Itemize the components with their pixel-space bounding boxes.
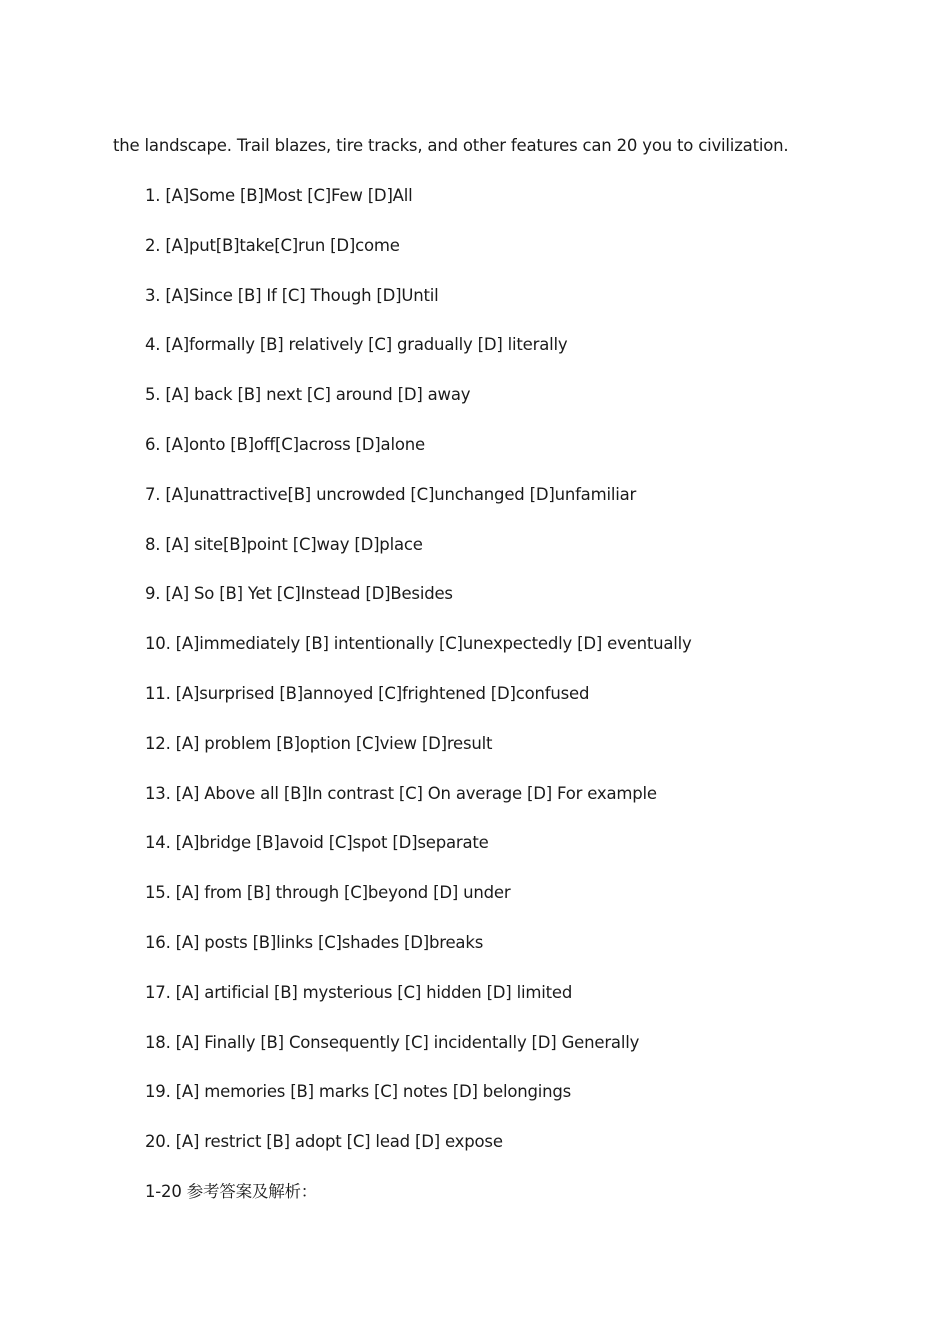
question-item: 1. [A]Some [B]Most [C]Few [D]All — [145, 186, 413, 205]
question-item: 12. [A] problem [B]option [C]view [D]result — [145, 733, 493, 753]
question-item: 4. [A]formally [B] relatively [C] gradually [D] literally — [145, 335, 568, 355]
question-item: 13. [A] Above all [B]In contrast [C] On average [D] For example — [145, 783, 657, 803]
question-item: 18. [A] Finally [B] Consequently [C] incidentally [D] Generally — [145, 1032, 640, 1052]
question-list — [145, 184, 692, 1180]
question-item: 19. [A] memories [B] marks [C] notes [D] belongings — [145, 1082, 572, 1102]
question-item: 7. [A]unattractive[B] uncrowded [C]unchanged [D]unfamiliar — [145, 484, 637, 504]
question-item: 3. [A]Since [B] If [C] Though [D]Until — [145, 285, 439, 305]
question-item: 14. [A]bridge [B]avoid [C]spot [D]separate — [145, 833, 489, 853]
question-item: 6. [A]onto [B]off[C]across [D]alone — [145, 434, 425, 454]
intro-paragraph: the landscape. Trail blazes, tire tracks, and other features can 20 you to civilization. — [113, 136, 789, 155]
question-item: 10. [A]immediately [B] intentionally [C]unexpectedly [D] eventually — [145, 634, 692, 654]
question-item: 16. [A] posts [B]links [C]shades [D]breaks — [145, 932, 484, 952]
question-item: 20. [A] restrict [B] adopt [C] lead [D] expose — [145, 1132, 503, 1152]
question-item: 9. [A] So [B] Yet [C]Instead [D]Besides — [145, 584, 453, 604]
question-item: 15. [A] from [B] through [C]beyond [D] under — [145, 883, 511, 903]
question-item: 11. [A]surprised [B]annoyed [C]frightened [D]confused — [145, 683, 590, 703]
question-item: 5. [A] back [B] next [C] around [D] away — [145, 385, 471, 405]
answers-heading: 1-20 参考答案及解析： — [145, 1182, 318, 1201]
question-item: 17. [A] artificial [B] mysterious [C] hidden [D] limited — [145, 982, 573, 1002]
question-item: 2. [A]put[B]take[C]run [D]come — [145, 235, 400, 255]
question-item: 8. [A] site[B]point [C]way [D]place — [145, 534, 423, 554]
